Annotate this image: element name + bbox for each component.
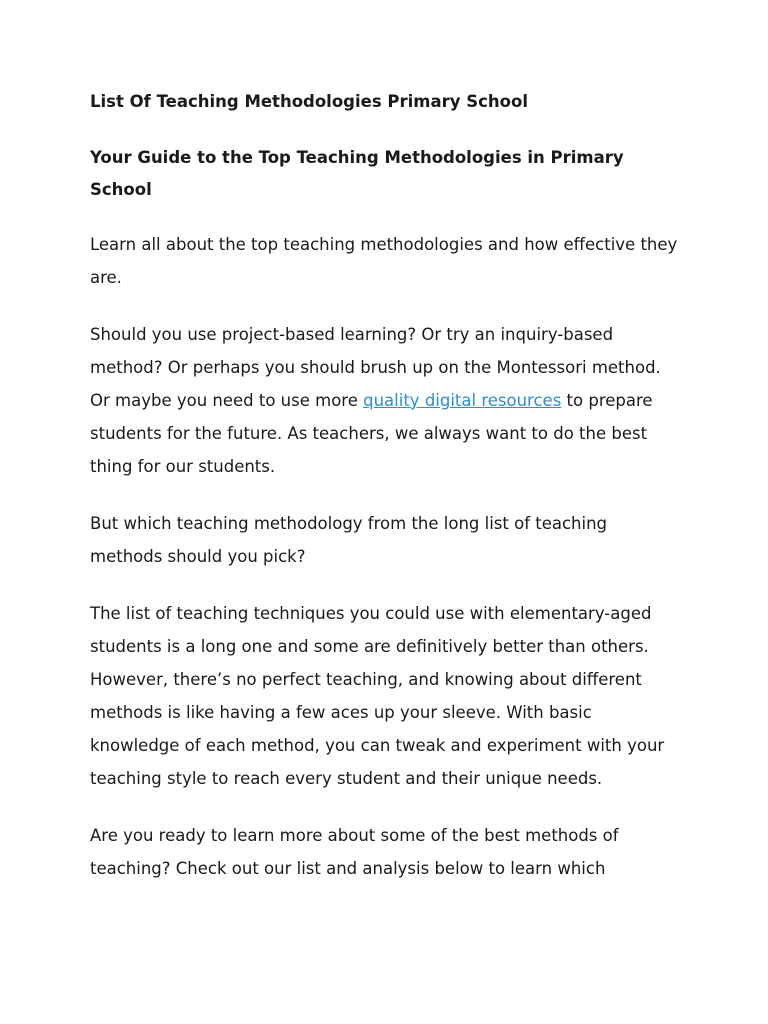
- methods-text-before-link: Should you use project-based learning? Or try an inquiry-based method? Or perhaps you should brush up on the Montessori method. Or maybe you need to use more: [90, 325, 661, 410]
- document-page: [90, 90, 680, 909]
- methods-paragraph: [90, 318, 680, 483]
- techniques-paragraph: The list of teaching techniques you could use with elementary-aged students is a long one and some are definitively better than others. However, there’s no perfect teaching, and knowing about different methods is like having a few aces up your sleeve. With basic knowledge of each method, you can tweak and experiment with your teaching style to reach every student and their unique needs.: [90, 604, 665, 788]
- intro-paragraph: Learn all about the top teaching methodologies and how effective they are.: [90, 235, 678, 287]
- question-paragraph: But which teaching methodology from the long list of teaching methods should you pick?: [90, 514, 608, 566]
- document-subtitle: Your Guide to the Top Teaching Methodologies in Primary School: [90, 148, 624, 199]
- closing-paragraph: Are you ready to learn more about some of the best methods of teaching? Check out our list and analysis below to learn which: [90, 826, 619, 878]
- methods-text-after-link: to prepare students for the future. As teachers, we always want to do the best thing for our students.: [90, 391, 653, 476]
- quality-digital-resources-link[interactable]: quality digital resources: [363, 391, 562, 410]
- document-title: List Of Teaching Methodologies Primary School: [90, 92, 528, 111]
